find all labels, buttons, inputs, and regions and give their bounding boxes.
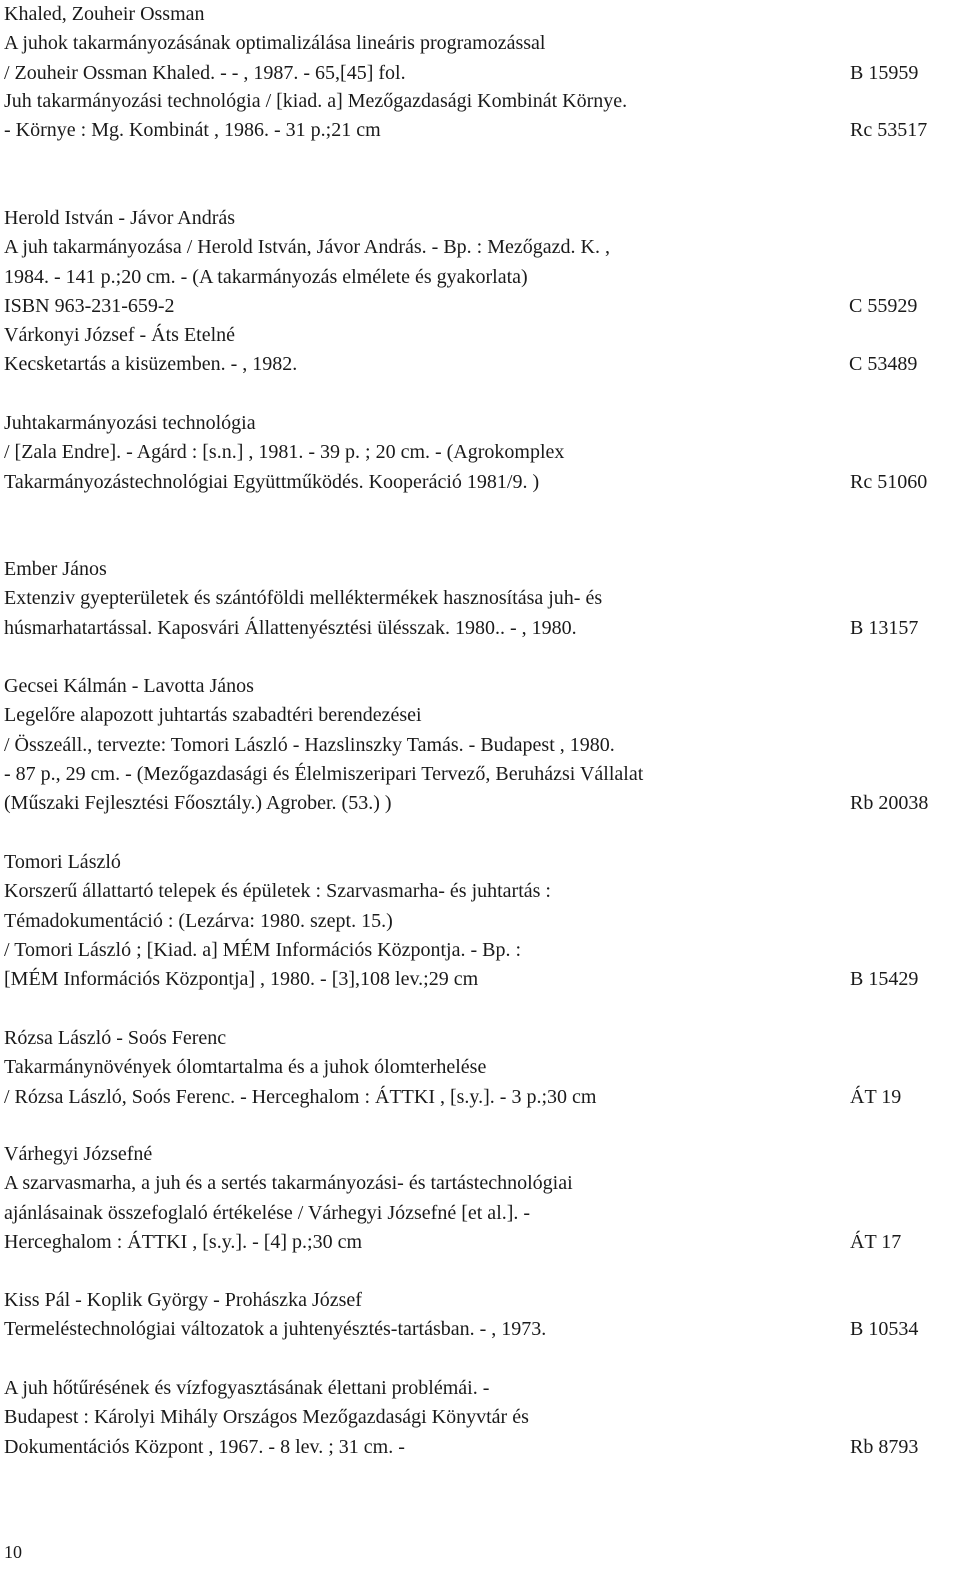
entry-text-line [0,1199,960,1228]
catalog-entry [0,321,960,380]
entry-heading-line [0,321,960,350]
entry-text-line [0,584,960,613]
entry-text: / Összeáll., tervezte: Tomori László - Hazslinszky Tamás. - Budapest , 1980. [4,733,615,756]
call-number: C 55929 [849,294,918,317]
entry-text: - 87 p., 29 cm. - (Mezőgazdasági és Élelmiszeripari Tervező, Beruházsi Vállalat [4,762,644,785]
catalog-entry [0,1140,960,1257]
call-number: B 15959 [850,61,919,84]
entry-text-line [0,29,960,58]
entry-heading-line [0,1024,960,1053]
entry-text: ISBN 963-231-659-2 [4,294,175,317]
entry-text: Dokumentációs Központ , 1967. - 8 lev. ; 31 cm. - [4,1435,405,1458]
entry-text-line [0,614,960,643]
catalog-entry [0,1024,960,1112]
catalog-entry [0,672,960,818]
entry-text: Korszerű állattartó telepek és épületek : Szarvasmarha- és juhtartás : [4,880,551,903]
entry-heading-line [0,87,960,116]
catalog-entry [0,0,960,88]
entry-text: Juh takarmányozási technológia / [kiad. a] Mezőgazdasági Kombinát Környe. [4,90,628,112]
call-number: B 13157 [850,616,919,639]
page-number: 10 [4,1542,22,1562]
catalog-entry [0,204,960,321]
entry-text-line [0,468,960,497]
entry-text-line [0,1403,960,1432]
catalog-entry [0,1286,960,1345]
entry-heading-line [0,1374,960,1403]
entry-heading-line [0,204,960,233]
entry-text: Khaled, Zouheir Ossman [4,3,205,25]
entry-text: ajánlásainak összefoglaló értékelése / Várhegyi Józsefné [et al.]. - [4,1201,531,1224]
entry-text: [MÉM Információs Központja] , 1980. - [3],108 lev.;29 cm [4,968,479,991]
entry-text-line [0,701,960,730]
entry-text-line [0,233,960,262]
entry-text: Legelőre alapozott juhtartás szabadtéri berendezései [4,704,422,727]
call-number: Rc 53517 [850,119,928,142]
entry-text: Rózsa László - Soós Ferenc [4,1027,227,1049]
entry-text: / [Zala Endre]. - Agárd : [s.n.] , 1981. - 39 p. ; 20 cm. - (Agrokomplex [4,441,565,464]
entry-text: Témadokumentáció : (Lezárva: 1980. szept. 15.) [4,909,393,932]
entry-text-line [0,59,960,88]
entry-text-line [0,1169,960,1198]
entry-text: / Zouheir Ossman Khaled. - - , 1987. - 65,[45] fol. [4,61,406,84]
entry-text-line [0,292,960,321]
entry-text: Gecsei Kálmán - Lavotta János [4,675,254,697]
entry-text: / Rózsa László, Soós Ferenc. - Herceghalom : ÁTTKI , [s.y.]. - 3 p.;30 cm [4,1085,597,1108]
entry-text: Tomori László [4,851,121,873]
entry-text: Várkonyi József - Áts Etelné [4,324,236,346]
entry-text-line [0,263,960,292]
call-number: Rb 8793 [850,1435,919,1458]
entry-text: húsmarhatartással. Kaposvári Állattenyésztési ülésszak. 1980.. - , 1980. [4,616,577,639]
call-number: B 15429 [850,968,919,991]
entry-text: - Környe : Mg. Kombinát , 1986. - 31 p.;21 cm [4,119,381,142]
call-number: B 10534 [850,1318,919,1341]
entry-text-line [0,965,960,994]
entry-text-line [0,1433,960,1462]
entry-text: A juh takarmányozása / Herold István, Jávor András. - Bp. : Mezőgazd. K. , [4,236,610,259]
entry-text-line [0,1228,960,1257]
entry-text-line [0,731,960,760]
entry-text: (Műszaki Fejlesztési Főosztály.) Agrober. (53.) ) [4,792,392,815]
entry-text: Takarmányozástechnológiai Együttműködés. Kooperáció 1981/9. ) [4,470,540,493]
entry-text: A juh hőtűrésének és vízfogyasztásának élettani problémái. - [4,1377,490,1399]
entry-text-line [0,350,960,379]
entry-text-line [0,907,960,936]
entry-text-line [0,116,960,145]
entry-text-line [0,1053,960,1082]
entry-text-line [0,789,960,818]
entry-text-line [0,877,960,906]
entry-text: Takarmánynövények ólomtartalma és a juhok ólomterhelése [4,1056,487,1079]
entry-text: Ember János [4,558,107,580]
entry-heading-line [0,848,960,877]
entry-text: Extenziv gyepterületek és szántóföldi melléktermékek hasznosítása juh- és [4,587,603,610]
entry-heading-line [0,1286,960,1315]
entry-text-line [0,760,960,789]
entry-text-line [0,1083,960,1112]
entry-text-line [0,438,960,467]
catalog-entry [0,848,960,994]
catalog-entry [0,409,960,497]
call-number: Rc 51060 [850,470,928,493]
entry-text: A szarvasmarha, a juh és a sertés takarmányozási- és tartástechnológiai [4,1172,573,1195]
entry-text: Herold István - Jávor András [4,207,236,229]
call-number: Rb 20038 [850,792,929,815]
entry-text-line [0,1315,960,1344]
entry-text: 1984. - 141 p.;20 cm. - (A takarmányozás elmélete és gyakorlata) [4,265,528,288]
entry-text: Kecsketartás a kisüzemben. - , 1982. [4,353,298,376]
entry-text: A juhok takarmányozásának optimalizálása lineáris programozással [4,32,546,55]
entry-text: Herceghalom : ÁTTKI , [s.y.]. - [4] p.;30 cm [4,1230,363,1253]
entry-text: Juhtakarmányozási technológia [4,412,256,434]
catalog-entry [0,1374,960,1462]
call-number: ÁT 19 [850,1085,902,1108]
entry-heading-line [0,1140,960,1169]
entry-text: Termeléstechnológiai változatok a juhtenyésztés-tartásban. - , 1973. [4,1318,547,1341]
entry-heading-line [0,0,960,29]
entry-text: Várhegyi Józsefné [4,1143,153,1165]
entry-heading-line [0,409,960,438]
entry-text: Kiss Pál - Koplik György - Prohászka József [4,1289,362,1311]
entry-heading-line [0,672,960,701]
catalog-entry [0,555,960,643]
call-number: ÁT 17 [850,1230,902,1253]
entry-text-line [0,936,960,965]
call-number: C 53489 [849,353,918,376]
entry-heading-line [0,555,960,584]
entry-text: Budapest : Károlyi Mihály Országos Mezőgazdasági Könyvtár és [4,1406,529,1429]
catalog-entry [0,87,960,146]
entry-text: / Tomori László ; [Kiad. a] MÉM Információs Központja. - Bp. : [4,938,522,961]
